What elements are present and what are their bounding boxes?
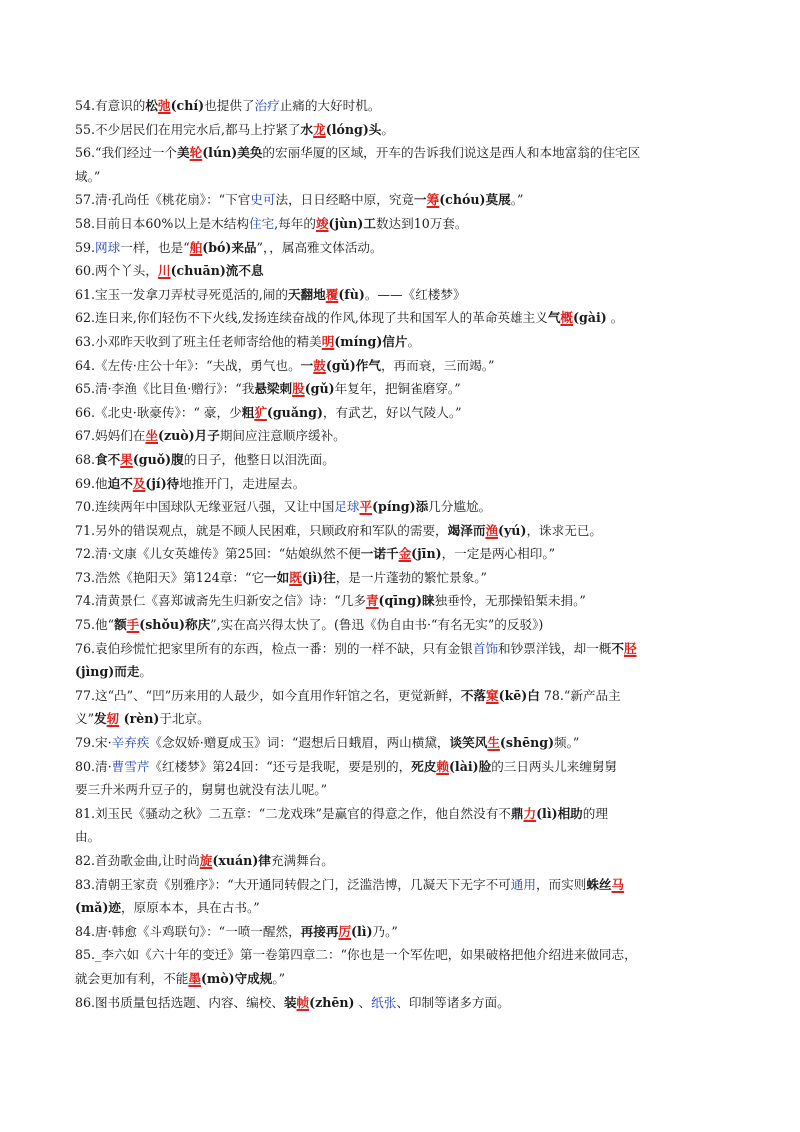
- bold-text: (gǔ)作气: [325, 357, 381, 373]
- bold-text: 鼎: [510, 805, 524, 821]
- text-segment: 的理: [582, 805, 608, 821]
- sentence-line: [75, 943, 739, 967]
- sentence-line: [75, 495, 739, 519]
- highlighted-char: 金: [398, 546, 412, 562]
- highlighted-char: 竣: [315, 215, 329, 231]
- text-segment: 数达到10万套。: [375, 215, 468, 231]
- text-segment: 、: [354, 994, 372, 1010]
- text-segment: 和钞票洋钱，却一概: [498, 640, 612, 656]
- text-segment: 66.《北史·耿豪传》：“ 豪，少: [75, 404, 242, 420]
- text-segment: 64.《左传·庄公十年》：“夫战，勇气也。: [75, 357, 301, 373]
- bold-text: 竭泽而: [447, 522, 486, 538]
- bold-text: (shēng): [499, 735, 555, 751]
- text-segment: 85._李六如《六十年的变迁》第一卷第四章二：“你也是一个军佐吧，如果破格把他介绍进来做同志，: [75, 947, 637, 963]
- linked-term[interactable]: 治疗: [254, 98, 280, 113]
- highlighted-char: 轮: [189, 145, 203, 161]
- highlighted-char: 手: [126, 617, 140, 633]
- bold-text: 气: [547, 310, 561, 326]
- text-segment: 《红楼梦》第24回：“还亏是我呢，要是别的，: [149, 758, 412, 774]
- text-segment: 频。”: [554, 735, 580, 751]
- sentence-line: [75, 118, 739, 142]
- highlighted-char: 平: [359, 499, 373, 515]
- sentence-line: [75, 896, 739, 920]
- sentence-line: [75, 94, 739, 118]
- linked-term[interactable]: 首饰: [472, 640, 499, 656]
- highlighted-char: 墨: [188, 970, 201, 986]
- bold-text: (gǔ): [304, 381, 335, 397]
- highlighted-char: 川: [158, 263, 171, 279]
- text-segment: 63.小邓昨天收到了班主任老师寄给他的精美: [75, 333, 322, 349]
- text-segment: 。——《红楼梦》: [364, 286, 466, 302]
- text-segment: 61.宝玉一发拿刀弄杖寻死觅活的,闹的: [75, 286, 288, 302]
- text-segment: 地推开门，走进屋去。: [179, 475, 306, 491]
- sentence-line: [75, 825, 739, 849]
- linked-term[interactable]: 网球: [95, 239, 121, 255]
- bold-text: (jì)往: [301, 569, 336, 585]
- linked-term[interactable]: 曹雪芹: [111, 758, 150, 774]
- sentence-line: [75, 212, 739, 236]
- text-segment: ，有武艺，好以气陵人。”: [322, 404, 462, 420]
- bold-text: (gài): [573, 310, 607, 326]
- bold-text: 水: [300, 121, 314, 137]
- bold-text: (jīn): [411, 546, 442, 562]
- text-segment: 独垂怜，无那操铅椠未捐。”: [434, 593, 586, 609]
- sentence-line: [75, 589, 739, 613]
- bold-text: (kē)白: [498, 687, 540, 703]
- highlighted-char: 鼓: [313, 357, 326, 373]
- sentence-line: [75, 755, 739, 779]
- text-segment: 57.清·孔尚任《桃花扇》：“下官: [75, 192, 251, 208]
- sentence-line: [75, 566, 739, 590]
- bold-text: 再接再: [300, 923, 339, 939]
- highlighted-char: 坐: [145, 428, 158, 444]
- bold-text: 美: [177, 145, 190, 161]
- bold-text: (chí): [170, 98, 205, 113]
- text-segment: 76.袁伯珍慌忙把家里所有的东西，检点一番：别的一样不缺，只有金银: [75, 640, 473, 656]
- linked-term[interactable]: 通用: [510, 876, 536, 892]
- highlighted-char: 胫: [623, 640, 637, 656]
- sentence-line: [75, 967, 739, 991]
- text-segment: 就会更加有利，不能: [75, 970, 189, 986]
- text-segment: 81.刘玉民《骚动之秋》二五章：“二龙戏珠”是赢官的得意之作，他自然没有不: [75, 805, 511, 821]
- highlighted-char: 力: [523, 805, 537, 821]
- text-segment: 65.清·李渔《比目鱼·赠行》：“我: [75, 381, 255, 397]
- highlighted-char: 犷: [254, 404, 267, 420]
- highlighted-char: 果: [120, 451, 133, 467]
- bold-text: (jí)待: [145, 475, 180, 491]
- bold-text: (míng)信片: [334, 333, 408, 349]
- highlighted-char: 马: [611, 876, 625, 892]
- bold-text: (chóu)莫展: [439, 192, 511, 208]
- text-segment: 《念奴娇·赠夏成玉》词：“遐想后日蛾眉，两山横黛，: [149, 735, 450, 751]
- text-segment: ，一定是两心相印。”: [441, 546, 556, 562]
- text-segment: 62.连日来,你们轻伤不下火线,发扬连续奋战的作风,体现了共和国军人的革命英雄主义: [75, 310, 548, 326]
- text-segment: 于北京。: [159, 711, 210, 727]
- bold-text: (guǎng): [266, 404, 323, 420]
- text-segment: 71.另外的错误观点，就是不顾人民困难，只顾政府和军队的需要，: [75, 522, 448, 538]
- text-segment: ，再而衰，三而竭。”: [380, 357, 495, 373]
- text-segment: 充满舞台。: [270, 853, 334, 868]
- sentence-line: [75, 377, 739, 401]
- text-segment: 止痛的大好时机。: [279, 98, 381, 113]
- sentence-line: [75, 613, 739, 637]
- text-segment: 79.宋·: [75, 735, 112, 751]
- highlighted-char: 既: [289, 569, 302, 585]
- bold-text: (zhēn): [309, 994, 355, 1010]
- bold-text: (píng)添: [372, 499, 429, 515]
- bold-text: (lì): [351, 923, 373, 939]
- text-segment: 期间应注意顺序缓补。: [219, 428, 346, 444]
- text-segment: ”，，属高雅文体活动。: [256, 239, 383, 255]
- text-segment: 。: [407, 333, 421, 349]
- bold-text: 谈笑风: [449, 735, 488, 751]
- text-segment: 年复年，把铜雀磨穿。”: [334, 381, 461, 397]
- text-segment: 77.这“凸”、“凹”历来用的人最少，如今直用作轩馆之名，更觉新鲜，: [75, 687, 461, 703]
- sentence-line: [75, 991, 739, 1015]
- bold-text: 装: [283, 994, 297, 1010]
- bold-text: (qīng)睐: [378, 593, 435, 609]
- text-segment: 75.他“: [75, 617, 115, 633]
- bold-text: 蛛丝: [586, 876, 612, 892]
- sentence-line: [75, 401, 739, 425]
- text-segment: 乃。”: [372, 923, 398, 939]
- bold-text: 一: [300, 357, 314, 373]
- sentence-line: [75, 684, 739, 708]
- text-segment: 84.唐·韩愈《斗鸡联句》：“一喷一醒然，: [75, 923, 301, 939]
- sentence-line: [75, 424, 739, 448]
- bold-text: 粗: [241, 404, 255, 420]
- sentence-line: [75, 141, 739, 165]
- bold-text: (jùn)工: [328, 215, 376, 231]
- text-segment: 由。: [75, 829, 101, 845]
- highlighted-char: 概: [560, 310, 574, 326]
- text-segment: 69.他: [75, 475, 108, 491]
- text-segment: 的三日两头儿来缠舅舅: [491, 758, 618, 774]
- bold-text: (mò)守成规: [200, 970, 273, 986]
- bold-text: 额: [114, 617, 127, 633]
- text-segment: 55.不少居民们在用完水后,都马上拧紧了: [75, 121, 301, 137]
- sentence-line: [75, 707, 739, 731]
- sentence-line: [75, 873, 739, 897]
- text-segment: 58.目前日本60%以上是木结构: [75, 215, 249, 231]
- text-segment: 70.连续两年中国球队无缘亚冠八强，又让中国: [75, 499, 335, 515]
- bold-text: (lài)脸: [448, 758, 492, 774]
- highlighted-char: 厉: [338, 923, 352, 939]
- text-segment: 74.清黄景仁《喜郑诚斋先生归新安之信》诗：“几多: [75, 593, 366, 609]
- sentence-line: [75, 283, 739, 307]
- sentence-line: [75, 354, 739, 378]
- sentence-line: [75, 165, 739, 189]
- highlighted-char: 旋: [199, 853, 213, 868]
- text-segment: 。”: [272, 970, 286, 986]
- linked-term[interactable]: 住宅: [248, 215, 275, 231]
- text-segment: 要三升米两升豆子的，舅舅也就没有法儿呢。”: [75, 782, 328, 798]
- text-segment: 54.有意识的: [75, 98, 146, 113]
- text-segment: 义”: [75, 711, 95, 727]
- text-segment: 的宏丽华厦的区域，开车的告诉我们说这是西人和本地富翁的住宅区: [262, 145, 641, 161]
- text-segment: 56.“我们经过一个: [75, 145, 178, 161]
- linked-term[interactable]: 纸张: [371, 994, 397, 1010]
- bold-text: 悬梁刺: [254, 381, 293, 397]
- bold-text: (shǒu)称庆: [139, 617, 211, 633]
- text-segment: 60.两个丫头，: [75, 263, 158, 279]
- sentence-line: [75, 330, 739, 354]
- bold-text: (mǎ)迹: [75, 900, 121, 916]
- bold-text: 不落: [460, 687, 487, 703]
- bold-text: 一诺千: [360, 546, 399, 562]
- sentence-line: [75, 542, 739, 566]
- bold-text: 一如: [264, 569, 290, 585]
- bold-text: (jìng)而走: [75, 664, 140, 680]
- text-segment: 78.“新产品主: [539, 687, 621, 703]
- highlighted-char: 帧: [296, 994, 310, 1010]
- text-segment: ，而实则: [535, 876, 587, 892]
- text-segment: ，原原本本，具在古书。”: [121, 900, 260, 916]
- bold-text: (bó)来品: [202, 239, 257, 255]
- text-segment: 也提供了: [204, 98, 255, 113]
- sentence-line: [75, 637, 739, 661]
- bold-text: 天翻地: [287, 286, 326, 302]
- sentence-line: [75, 259, 739, 283]
- sentence-line: [75, 802, 739, 826]
- bold-text: 死皮: [411, 758, 437, 774]
- highlighted-char: 渔: [485, 522, 499, 538]
- highlighted-char: 赖: [436, 758, 449, 774]
- text-segment: 86.图书质量包括选题、内容、编校、: [75, 994, 284, 1010]
- text-segment: ，是一片蓬勃的繁忙景象。”: [335, 569, 487, 585]
- text-segment: 。: [606, 310, 624, 326]
- text-segment: 。: [139, 664, 153, 680]
- text-segment: 域。”: [75, 168, 101, 184]
- text-segment: 68.: [75, 451, 96, 467]
- text-segment: 几分尴尬。: [428, 499, 492, 515]
- text-segment: 73.浩然《艳阳天》第124章：“它: [75, 569, 265, 585]
- linked-term[interactable]: 足球: [334, 499, 360, 515]
- bold-text: (guǒ)腹: [132, 451, 184, 467]
- bold-text: (yú): [498, 522, 527, 538]
- bold-text: 迫不: [107, 475, 133, 491]
- bold-text: 食不: [95, 451, 121, 467]
- bold-text: 一: [414, 192, 427, 208]
- sentence-line: [75, 188, 739, 212]
- highlighted-char: 明: [321, 333, 335, 349]
- bold-text: (lì)相助: [536, 805, 583, 821]
- text-segment: 。”: [510, 192, 524, 208]
- highlighted-char: 覆: [325, 286, 339, 302]
- text-segment: 72.清·文康《儿女英雄传》第25回：“姑娘纵然不便: [75, 546, 361, 562]
- highlighted-char: 窠: [486, 687, 499, 703]
- text-segment: 一样，也是“: [120, 239, 190, 255]
- highlighted-char: 龙: [313, 121, 326, 137]
- highlighted-char: 轫: [106, 711, 120, 727]
- highlighted-char: 及: [132, 475, 146, 491]
- text-segment: 83.清朝王家贲《别雅序》：“大开通同转假之门，泛滥浩博，几凝天下无字不可: [75, 876, 511, 892]
- text-segment: 67.妈妈们在: [75, 428, 146, 444]
- sentence-line: [75, 519, 739, 543]
- text-segment: ，诛求无已。: [526, 522, 602, 538]
- bold-text: 发: [94, 711, 107, 727]
- sentence-line: [75, 236, 739, 260]
- text-segment: 的日子，他整日以泪洗面。: [183, 451, 335, 467]
- bold-text: (chuān)流不息: [170, 263, 264, 279]
- text-segment: ”,实在高兴得太快了。(鲁迅《伪自由书·“有名无实”的反驳》): [210, 617, 544, 633]
- bold-text: (xuán)律: [212, 853, 271, 868]
- text-segment: 法，日日经略中原，究竟: [275, 192, 415, 208]
- sentence-line: [75, 472, 739, 496]
- text-segment: 、印制等诸多方面。: [396, 994, 510, 1010]
- sentence-line: [75, 849, 739, 873]
- text-segment: 。: [381, 121, 394, 137]
- sentence-line: [75, 731, 739, 755]
- bold-text: 松: [145, 98, 158, 113]
- highlighted-char: 舶: [189, 239, 203, 255]
- bold-text: (lóng)头: [325, 121, 382, 137]
- bold-text: (lún)美奂: [202, 145, 263, 161]
- bold-text: (zuò)月子: [158, 428, 220, 444]
- highlighted-char: 青: [365, 593, 379, 609]
- bold-text: 不: [611, 640, 624, 656]
- highlighted-char: 股: [292, 381, 305, 397]
- text-segment: ,每年的: [274, 215, 316, 231]
- sentence-line: [75, 448, 739, 472]
- bold-text: (rèn): [119, 711, 160, 727]
- linked-term[interactable]: 辛弃疾: [111, 735, 150, 751]
- text-segment: 80.清·: [75, 758, 112, 774]
- linked-term[interactable]: 史可: [250, 192, 276, 208]
- text-segment: 59.: [75, 239, 96, 255]
- bold-text: (fù): [338, 286, 365, 302]
- sentence-line: [75, 920, 739, 944]
- sentence-list: [75, 94, 739, 1014]
- highlighted-char: 筹: [426, 192, 440, 208]
- sentence-line: [75, 306, 739, 330]
- highlighted-char: 弛: [158, 98, 171, 113]
- text-segment: 82.首劲歌金曲,让时尚: [75, 853, 200, 868]
- sentence-line: [75, 778, 739, 802]
- sentence-line: [75, 660, 739, 684]
- highlighted-char: 生: [487, 735, 500, 751]
